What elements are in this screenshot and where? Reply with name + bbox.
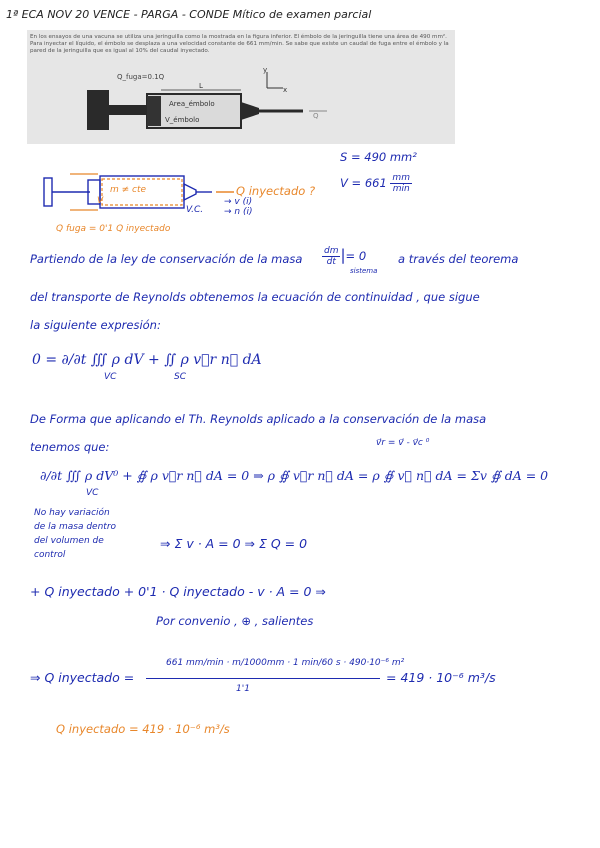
text-p4: De Forma que aplicando el Th. Reynolds aplicado a la conservación de la masa: [30, 412, 487, 426]
sketch-q-fuga: Q fuga = 0'1 Q inyectado: [56, 224, 171, 234]
plunger-head: [87, 90, 109, 130]
plunger-rod: [109, 105, 149, 115]
page-header: 1ª ECA NOV 20 VENCE - PARGA - CONDE Mítico de examen parcial: [6, 8, 372, 21]
fig-q-leak: Q_fuga=0.1Q: [117, 73, 165, 81]
calc-fraction-bar: [146, 678, 380, 679]
nozzle: [241, 102, 259, 120]
text-p5: tenemos que:: [30, 440, 110, 454]
calc-denominator: 1'1: [236, 684, 250, 694]
dt: dt: [326, 257, 336, 267]
eq2-vc: VC: [86, 488, 99, 498]
reynolds-equation: ∂/∂t ∭ ρ dV⁰ + ∯ ρ v⃗r n⃗ dA = 0 ⇒ ρ ∯ v⃗r n⃗ dA = ρ ∯ v⃗ n⃗ dA = Σv ∯ dA = 0: [40, 468, 549, 483]
note-line-2: de la masa dentro: [34, 522, 117, 532]
given-area: S = 490 mm²: [340, 150, 417, 164]
text-p3: la siguiente expresión:: [30, 318, 161, 332]
sketch-n-dir: → n (i): [224, 207, 253, 217]
continuity-equation: 0 = ∂/∂t ∭ ρ dV + ∬ ρ v⃗r n⃗ dA: [32, 352, 262, 368]
note-line-1: No hay variación: [34, 508, 110, 518]
piston: [147, 96, 161, 126]
sketch-q-injected: Q inyectado ?: [236, 184, 316, 198]
hand-sketch: [40, 168, 240, 228]
dm: dm: [324, 246, 339, 256]
continuity-vc: VC: [104, 372, 117, 382]
fig-velocity: V_émbolo: [165, 116, 200, 124]
sketch-v-dir: → v (i): [224, 197, 253, 207]
calc-numerator: 661 mm/min · m/1000mm · 1 min/60 s · 490·10⁻⁶ m²: [166, 658, 405, 668]
sketch-vc: V.C.: [186, 205, 204, 215]
vr-note: v⃗r = v⃗ - v⃗c ⁰: [376, 438, 430, 448]
sum-equation: ⇒ Σ v · A = 0 ⇒ Σ Q = 0: [160, 536, 308, 551]
continuity-sc: SC: [174, 372, 186, 382]
problem-statement: En los ensayos de una vacuna se utiliza una jeringuilla como la mostrada en la figura inferior. El émbolo de la jeringuilla tiene una área de 490 mm². Para inyectar el líquido, el émbolo se desplaza a una velocidad constante de 661 mm/min. Se sabe que existe un caudal de fuga entre el émbolo y la pared de la jeringuilla que es igual al 10% del caudal inyectado.: [30, 34, 449, 54]
convention-note: Por convenio , ⊕ , salientes: [156, 614, 314, 628]
given-velocity-den: min: [392, 184, 410, 194]
sketch-mdot: m ≠ cte: [110, 185, 147, 195]
given-velocity-prefix: V = 661: [340, 176, 387, 190]
fig-q: Q: [313, 112, 319, 120]
note-line-4: control: [34, 550, 66, 560]
fig-y: y: [263, 66, 268, 74]
final-answer: Q inyectado = 419 · 10⁻⁶ m³/s: [56, 722, 230, 736]
sketch-v: V: [97, 196, 104, 206]
fig-x: x: [283, 86, 288, 94]
given-velocity-num: mm: [392, 173, 410, 183]
fig-length: L: [199, 82, 203, 90]
text-p2: del transporte de Reynolds obtenemos la ecuación de continuidad , que sigue: [30, 290, 480, 304]
result-label: ⇒ Q inyectado =: [30, 670, 135, 685]
dm-dt-fraction: $\frac{dm}{dt}$ |= 0: [324, 246, 367, 267]
text-p1b: a través del teorema: [398, 252, 519, 266]
calc-result: = 419 · 10⁻⁶ m³/s: [386, 670, 496, 685]
note-line-3: del volumen de: [34, 536, 104, 546]
eq-zero: = 0: [345, 249, 367, 263]
text-p1a: Partiendo de la ley de conservación de la masa: [30, 252, 303, 266]
balance-equation: + Q inyectado + 0'1 · Q inyectado - v · A = 0 ⇒: [30, 584, 326, 599]
given-velocity: [340, 173, 412, 194]
syringe-figure: [27, 30, 455, 144]
fig-area: Area_émbolo: [169, 100, 215, 108]
sistema-subscript: sistema: [350, 267, 378, 275]
